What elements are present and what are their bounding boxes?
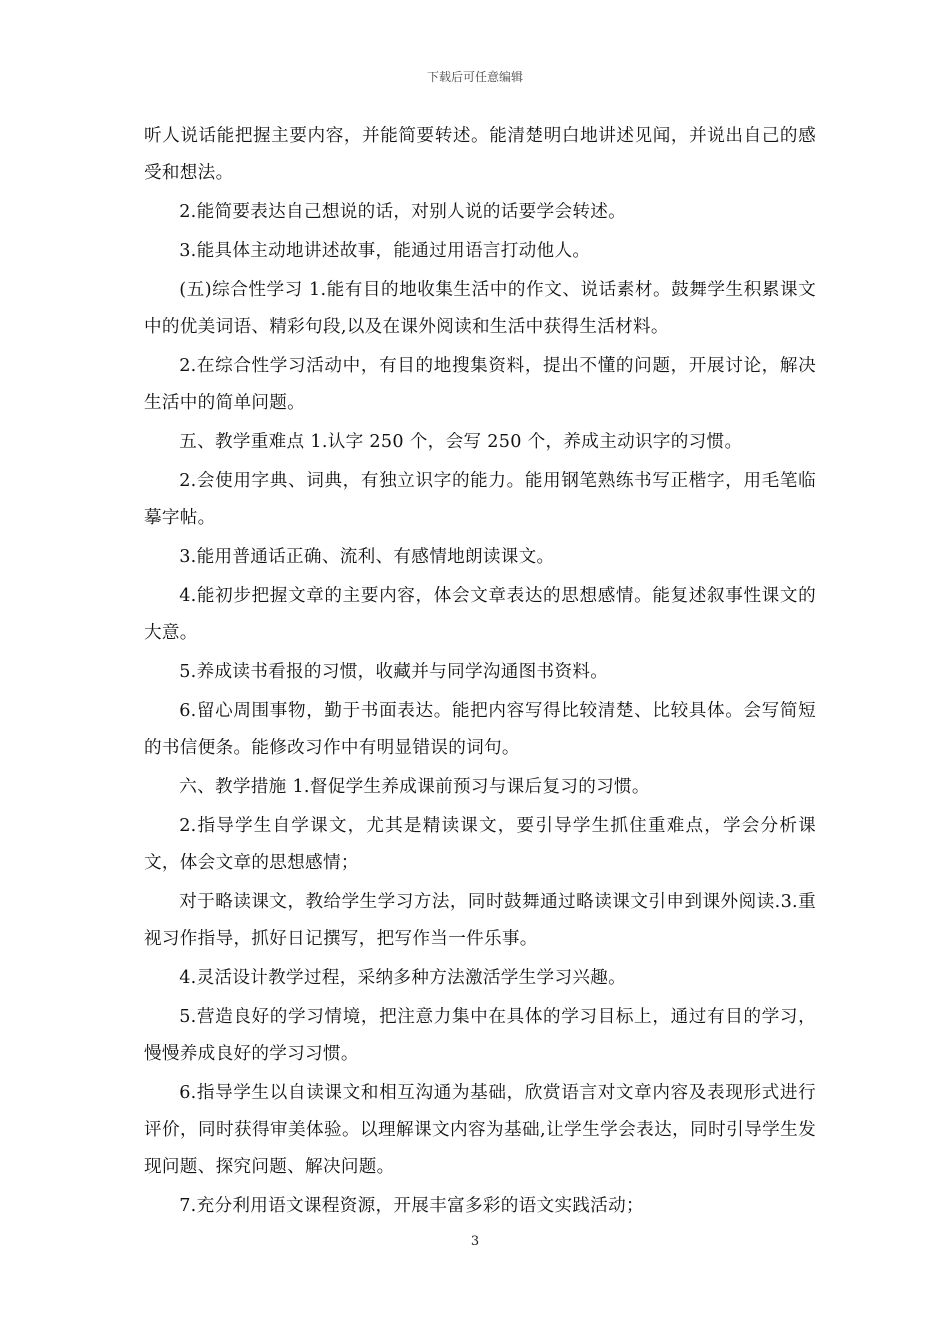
paragraph-11: 6.留心周围事物，勤于书面表达。能把内容写得比较清楚、比较具体。会写简短的书信便条。能修改习作中有明显错误的词句。	[144, 701, 816, 758]
page-number: 3	[470, 1234, 480, 1249]
paragraph-14: 对于略读课文，教给学生学习方法，同时鼓舞通过略读课文引申到课外阅读.3.重视习作指导，抓好日记撰写，把写作当一件乐事。	[144, 892, 816, 949]
paragraph-15: 4.灵活设计教学过程，采纳多种方法激活学生学习兴趣。	[179, 968, 627, 988]
page-header: 下载后可任意编辑	[426, 70, 523, 84]
paragraph-8: 3.能用普通话正确、流利、有感情地朗读课文。	[179, 547, 555, 567]
paragraph-7: 2.会使用字典、词典，有独立识字的能力。能用钢笔熟练书写正楷字，用毛笔临摹字帖。	[144, 471, 816, 528]
paragraph-3: 3.能具体主动地讲述故事，能通过用语言打动他人。	[179, 241, 591, 261]
paragraph-2: 2.能简要表达自己想说的话，对别人说的话要学会转述。	[179, 202, 627, 222]
paragraph-4: (五)综合性学习 1.能有目的地收集生活中的作文、说话素材。鼓舞学生积累课文中的优美词语、精彩句段,以及在课外阅读和生活中获得生活材料。	[144, 280, 816, 337]
document-body	[144, 118, 816, 1227]
paragraph-18: 7.充分利用语文课程资源，开展丰富多彩的语文实践活动；	[179, 1196, 644, 1216]
paragraph-16: 5.营造良好的学习情境，把注意力集中在具体的学习目标上，通过有目的学习，慢慢养成良好的学习习惯。	[144, 1007, 816, 1064]
paragraph-12: 六、教学措施 1.督促学生养成课前预习与课后复习的习惯。	[179, 777, 650, 797]
paragraph-6: 五、教学重难点 1.认字 250 个，会写 250 个，养成主动识字的习惯。	[179, 432, 743, 452]
paragraph-13: 2.指导学生自学课文，尤其是精读课文，要引导学生抓住重难点，学会分析课文，体会文章的思想感情；	[144, 816, 816, 873]
paragraph-17: 6.指导学生以自读课文和相互沟通为基础，欣赏语言对文章内容及表现形式进行评价，同时获得审美体验。以理解课文内容为基础,让学生学会表达，同时引导学生发现问题、探究问题、解决问题。	[144, 1083, 816, 1177]
paragraph-10: 5.养成读书看报的习惯，收藏并与同学沟通图书资料。	[179, 662, 609, 682]
paragraph-9: 4.能初步把握文章的主要内容，体会文章表达的思想感情。能复述叙事性课文的大意。	[144, 586, 816, 643]
paragraph-1: 听人说话能把握主要内容，并能简要转述。能清楚明白地讲述见闻，并说出自己的感受和想法。	[144, 126, 816, 183]
paragraph-5: 2.在综合性学习活动中，有目的地搜集资料，提出不懂的问题，开展讨论，解决生活中的简单问题。	[144, 356, 816, 413]
